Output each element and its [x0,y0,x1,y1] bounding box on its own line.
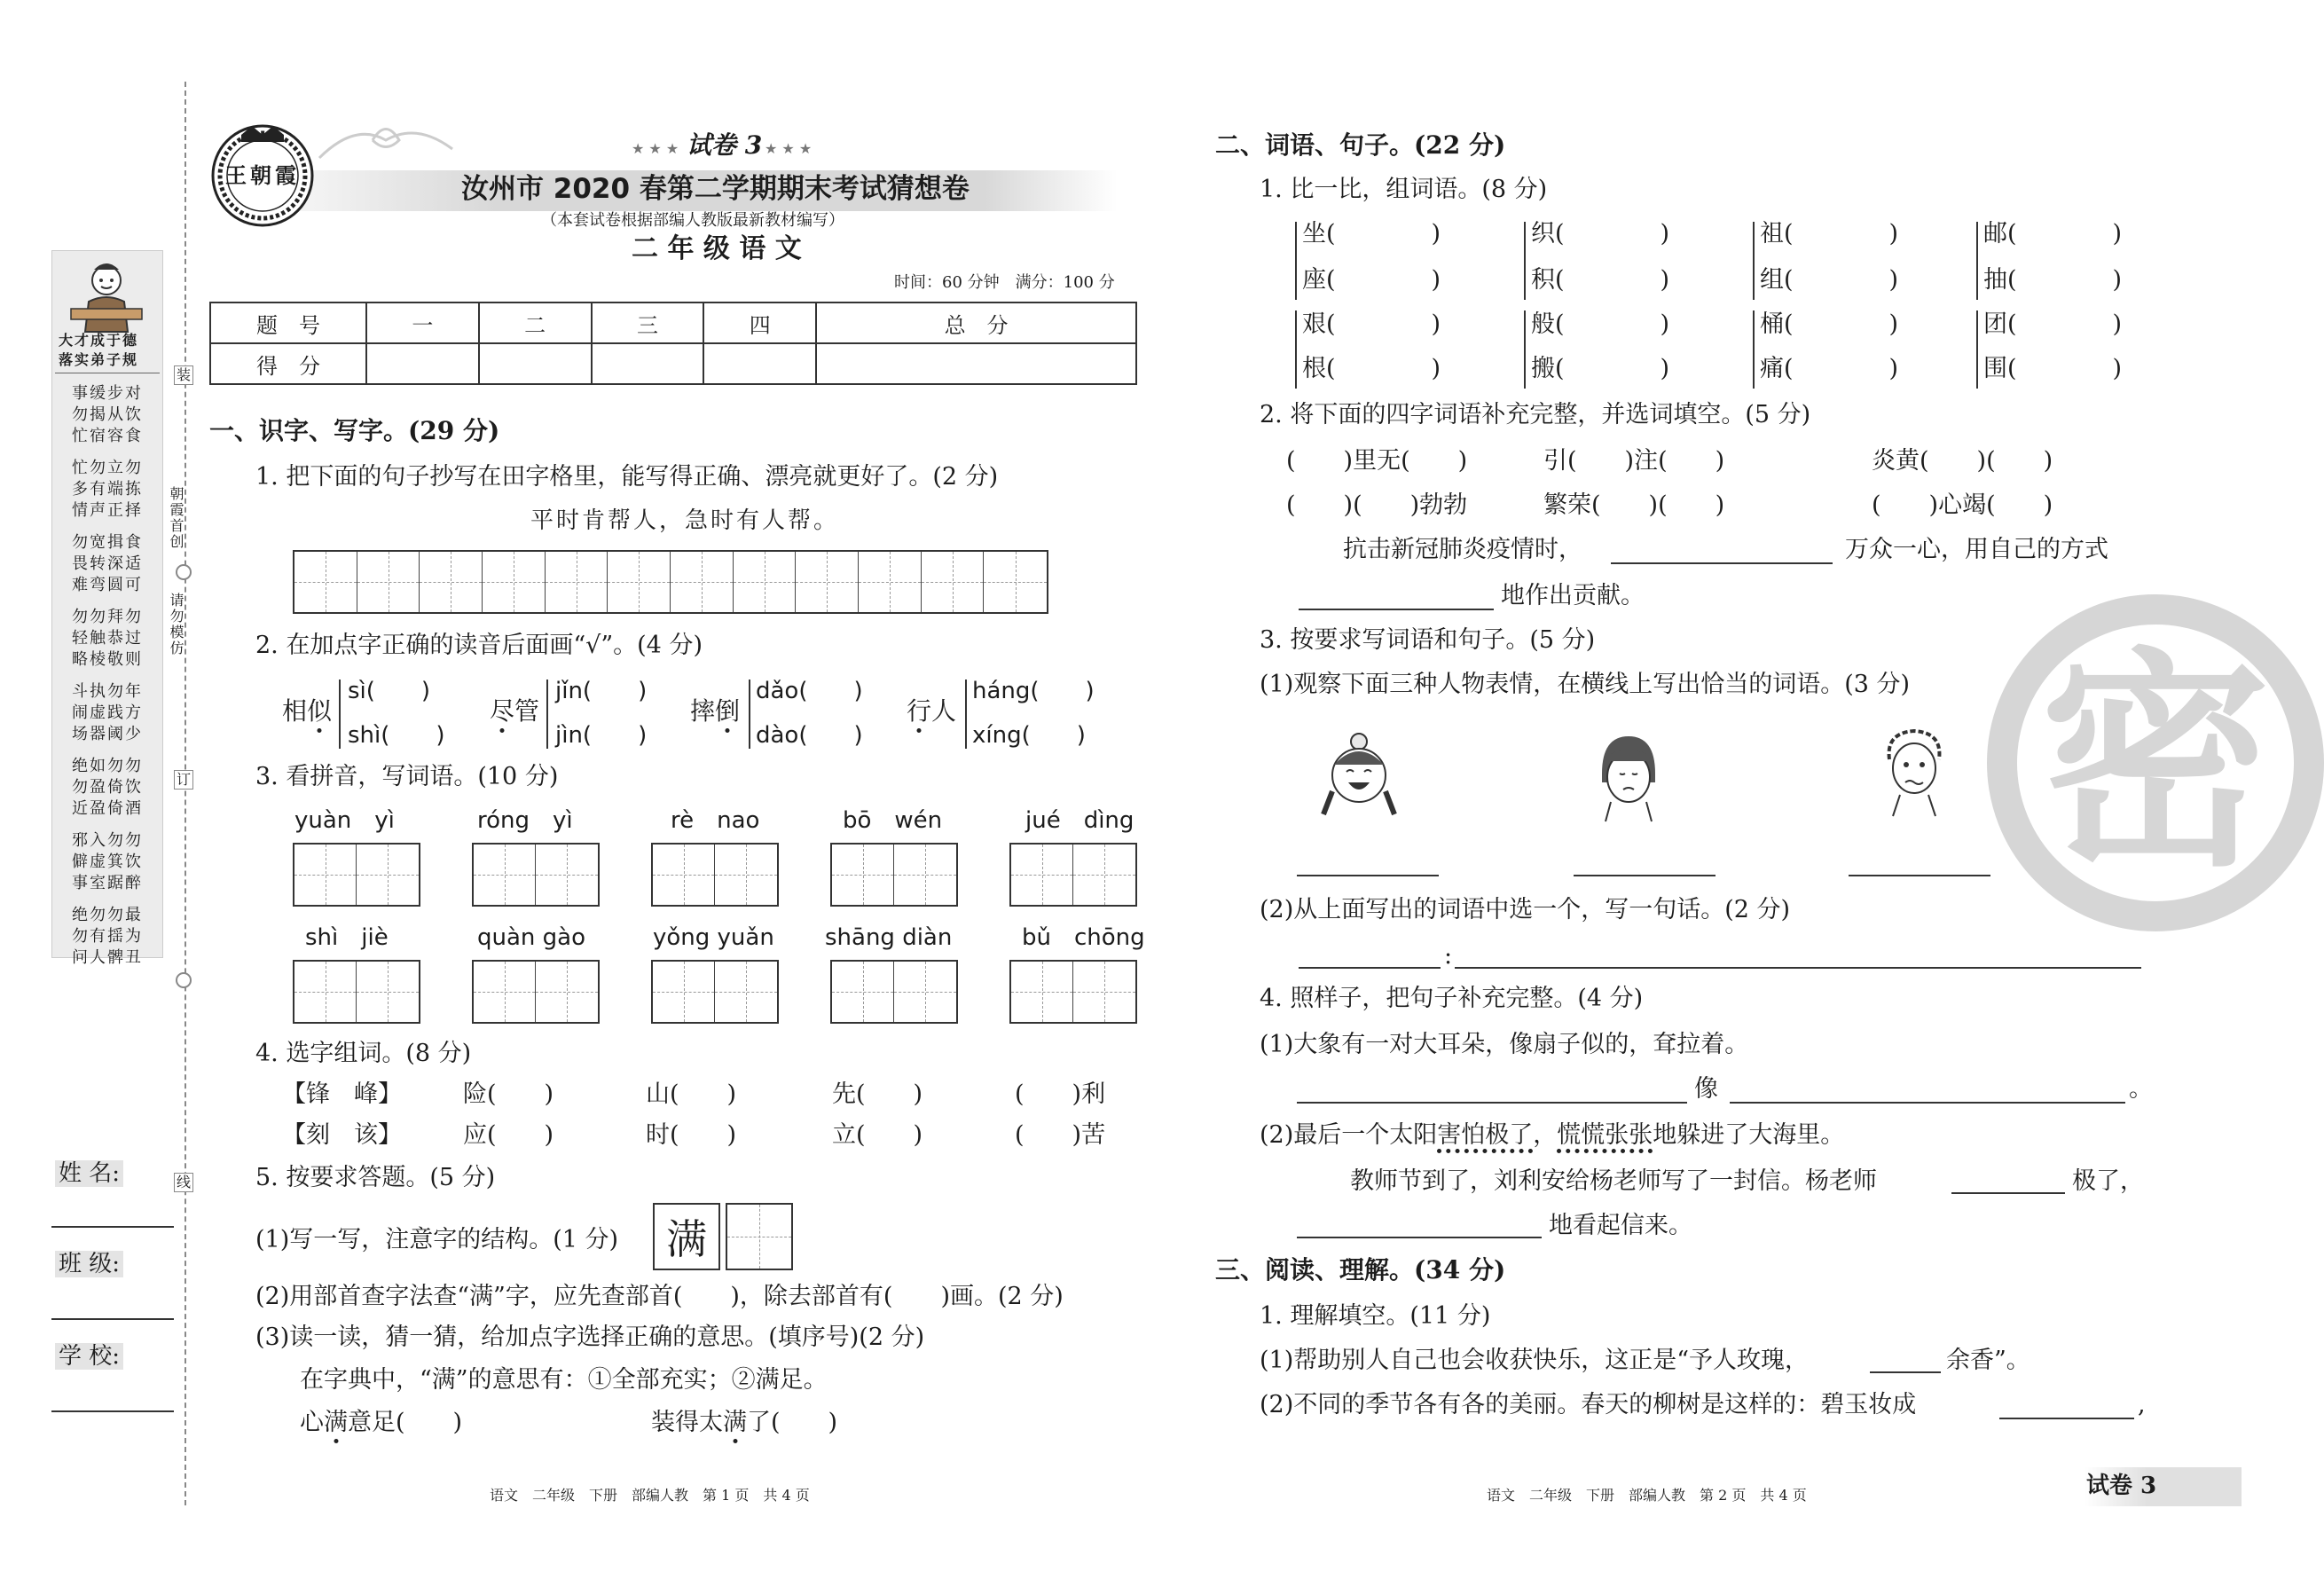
copy-char-grid[interactable] [726,1203,793,1270]
s1-q5-3: (3)读一读，猜一猜，给加点字选择正确的意思。(填序号)(2 分) [255,1324,925,1351]
motto-line: 勿有揺为 [72,927,143,946]
s3-q1-2: (2)不同的季节各有各的美丽。春天的柳树是这样的：碧玉妆成 [1260,1391,1917,1418]
motto-line: 轻触恭过 [72,629,143,648]
footer-right: 语文 二年级 下册 部编人教 第 2 页 共 4 页 [1487,1487,1807,1504]
compare-bracket [1976,310,1978,389]
logo-text: 王朝霞 [225,162,300,188]
score-table [209,302,1137,385]
choice-blank[interactable]: ( )利 [1015,1080,1106,1108]
s2-q4-sentence-c: 地看起信来。 [1549,1212,1692,1239]
reading-dotted-char: 似 [307,696,333,726]
sidebar-motto-block [55,383,160,969]
score-cell[interactable] [816,343,1136,384]
cut-mark-2: 订 [174,770,193,790]
dotted-phrase: 慌慌张张 [1557,1123,1653,1153]
motto-line: 勿勿拜勿 [72,608,143,626]
sidebar-slogan-2: 落实弟子规 [59,351,139,368]
fill-blank-line[interactable] [1299,609,1494,610]
motto-line: 近盈倚酒 [72,799,143,818]
compare-item[interactable]: 组( ) [1760,266,1899,294]
compare-item[interactable]: 团( ) [1983,310,2123,338]
ring-icon [176,564,192,580]
s1-q5-meaning: 在字典中，“满”的意思有：①全部充实；②满足。 [300,1366,828,1394]
score-row-label: 得 分 [210,343,366,384]
writing-grid[interactable] [293,960,420,1024]
pinyin-label: bǔ chōng [1022,924,1145,951]
compare-bracket [1524,310,1526,389]
section3-title: 三、阅读、理解。(34 分) [1215,1255,1506,1285]
writing-grid[interactable] [651,843,779,907]
reading-item-2 [490,680,667,749]
reading-option[interactable]: háng( ) [972,678,1095,704]
choice-blank[interactable]: 山( ) [646,1080,737,1108]
s1-q3: 3. 看拼音，写词语。(10 分) [255,763,559,790]
writing-grid[interactable] [1009,960,1137,1024]
motto-line: 僻虚箕饮 [72,852,143,871]
fill-blank-line[interactable] [1951,1192,2065,1194]
pinyin-label: jué dìng [1025,807,1135,834]
writing-grid[interactable] [651,960,779,1024]
motto-line: 情声正择 [72,501,143,520]
reading-option[interactable]: dào( ) [756,722,863,749]
choice-blank[interactable]: ( )苦 [1015,1121,1106,1149]
s2-q4: 4. 照样子，把句子补充完整。(4 分) [1260,985,1644,1012]
compare-item[interactable]: 围( ) [1983,355,2123,382]
vertical-note-2: 请勿模仿 [168,593,185,656]
choice-blank[interactable]: 时( ) [646,1121,737,1149]
choice-pair: 【刻 该】 [282,1121,402,1149]
pinyin-label: yuàn yì [294,807,395,834]
face-sad-icon [1593,729,1664,821]
reading-dotted-char: 行 [907,696,932,726]
watermark-char: 密 [2040,627,2271,898]
s2-q3-2: (2)从上面写出的词语中选一个，写一句话。(2 分) [1260,896,1791,923]
school-label: 学 校: [55,1343,123,1370]
pinyin-label: bō wén [843,807,943,834]
choice-blank[interactable]: 立( ) [832,1121,923,1149]
reading-char: 管 [514,696,540,726]
ring-icon [176,972,192,988]
motto-line: 斗执勿年 [72,682,143,701]
colon: : [1444,942,1453,970]
reading-option[interactable]: xíng( ) [972,722,1086,749]
model-char-box [653,1203,720,1270]
name-label: 姓 名: [55,1160,123,1187]
reading-item-4 [907,680,1119,749]
idiom-blank[interactable]: 引( )注( ) [1543,447,1725,475]
s2-q4-sentence-b: 极了， [2072,1167,2144,1195]
s1-q2: 2. 在加点字正确的读音后面画“√”。(4 分) [255,632,703,659]
cut-mark-3: 线 [174,1173,193,1192]
compare-item[interactable]: 痛( ) [1760,355,1899,382]
motto-line: 问人髀丑 [72,948,143,967]
compare-item[interactable]: 根( ) [1302,355,1441,382]
s2-q2-sentence-c: 地作出贡献。 [1501,582,1645,609]
copy-grid[interactable] [293,550,1048,614]
sentence-blank[interactable] [1730,1102,2125,1104]
reading-option[interactable]: shì( ) [348,722,445,749]
reading-char: 人 [931,696,957,726]
choice-blank[interactable]: 应( ) [463,1121,554,1149]
reading-item-3 [690,680,885,749]
score-header-1: 一 [366,302,479,343]
reading-option[interactable]: dǎo( ) [756,678,863,704]
compare-item[interactable]: 桶( ) [1760,310,1899,338]
idiom-blank[interactable]: ( )心竭( ) [1872,491,2053,519]
s1-q5-option-b: 装得太满了( ) [651,1409,838,1436]
idiom-blank[interactable]: ( )( )勃勃 [1286,491,1468,519]
s1-q5: 5. 按要求答题。(5 分) [255,1164,496,1191]
compare-bracket [1753,222,1755,300]
section1-title: 一、识字、写字。(29 分) [209,416,500,445]
section2-title: 二、词语、句子。(22 分) [1215,130,1506,160]
motto-line: 难弯圆可 [72,576,143,594]
score-header-label: 题 号 [210,302,366,343]
motto-line: 事缓步对 [72,384,143,403]
compare-item[interactable]: 邮( ) [1983,220,2123,247]
motto-line: 绝如勿勿 [72,757,143,775]
s1-q1-sentence: 平时肯帮人，急时有人帮。 [530,507,840,534]
ribbon-bow-icon [319,114,452,167]
s2-q2-sentence-a: 抗击新冠肺炎疫情时， [1343,536,1582,563]
pinyin-label: shāng diàn [825,924,953,951]
score-cell[interactable] [366,343,479,384]
writing-grid[interactable] [830,960,958,1024]
s2-q1: 1. 比一比，组词语。(8 分) [1260,176,1548,203]
choice-blank[interactable]: 险( ) [463,1080,554,1108]
motto-line: 略棱敬则 [72,650,143,669]
class-label: 班 级: [55,1251,123,1277]
compare-item[interactable]: 织( ) [1531,220,1670,247]
s2-q4-1: (1)大象有一对大耳朵，像扇子似的，耷拉着。 [1260,1031,1749,1058]
score-header-total: 总 分 [816,302,1136,343]
motto-line: 绝勿勿最 [72,906,143,924]
score-cell[interactable] [592,343,704,384]
compare-item[interactable]: 祖( ) [1760,220,1899,247]
badge-title: 试卷 3 [687,130,763,160]
s2-q2-sentence-b: 万众一心，用自己的方式 [1845,536,2108,563]
s2-q3: 3. 按要求写词语和句子。(5 分) [1260,626,1596,654]
motto-line: 多有端拣 [72,480,143,499]
expression-blank[interactable] [1849,875,1990,876]
s2-q4-2: (2)最后一个太阳害怕极了，慌慌张张地躲进了大海里。 [1260,1123,1844,1153]
pinyin-label: shì jiè [305,924,389,951]
writing-grid[interactable] [1009,843,1137,907]
stars-left-icon: ★ ★ ★ [632,140,679,157]
compare-item[interactable]: 抽( ) [1983,266,2123,294]
motto-line: 畏转深适 [72,554,143,573]
exam-title: 汝州市 2020 春第二学期期末考试猜想卷 [461,173,970,205]
s1-q4: 4. 选字组词。(8 分) [255,1040,472,1067]
score-header-2: 二 [479,302,592,343]
writing-grid[interactable] [293,843,420,907]
writing-grid[interactable] [830,843,958,907]
motto-line: 场器阈少 [72,725,143,743]
pinyin-label: quàn gào [477,924,586,951]
reading-char: 摔 [690,696,716,726]
s3-q1-2-end: , [2138,1391,2146,1418]
sentence-word-blank[interactable] [1299,967,1441,969]
school-field[interactable] [51,1410,174,1412]
reading-dotted-char: 倒 [715,696,741,726]
pinyin-label: rè nao [671,807,760,834]
s2-q3-1: (1)观察下面三种人物表情，在横线上写出恰当的词语。(3 分) [1260,671,1911,698]
compare-item[interactable]: 艰( ) [1302,310,1441,338]
compare-item[interactable]: 般( ) [1531,310,1670,338]
idiom-blank[interactable]: 繁荣( )( ) [1543,491,1725,519]
s1-q1: 1. 把下面的句子抄写在田字格里，能写得正确、漂亮就更好了。(2 分) [255,463,999,491]
dotted-phrase: 害怕极了 [1437,1123,1533,1153]
vertical-note-1: 朝霞首创 [168,486,185,550]
compare-bracket [1295,222,1297,300]
compare-bracket [1753,310,1755,389]
score-header-3: 三 [592,302,704,343]
compare-bracket [1976,222,1978,300]
reading-option[interactable]: jǐn( ) [555,678,648,704]
expression-blank[interactable] [1574,875,1716,876]
model-char: 满 [666,1215,707,1263]
sentence-end: 。 [2129,1075,2153,1103]
watermark-seal [1987,594,2324,931]
score-cell[interactable] [479,343,592,384]
face-laughing-icon [1316,729,1401,821]
idiom-blank[interactable]: ( )里无( ) [1286,447,1468,475]
motto-line: 勿盈倚饮 [72,778,143,797]
motto-line: 事室踞醉 [72,874,143,892]
cut-mark-1: 装 [174,365,193,385]
choice-blank[interactable]: 先( ) [832,1080,923,1108]
motto-line: 邪入勿勿 [72,831,143,850]
sidebar-slogan-1: 大才成于德 [59,332,139,349]
motto-line: 勿宽揖食 [72,533,143,552]
reading-item-1 [282,680,459,749]
name-field[interactable] [51,1226,174,1228]
reading-char: 相 [282,696,308,726]
reading-dotted-char: 尽 [490,696,515,726]
s2-q2: 2. 将下面的四字词语补充完整，并选词填空。(5 分) [1260,401,1811,428]
fill-blank-line[interactable] [1999,1418,2134,1419]
idiom-blank[interactable]: 炎黄( )( ) [1872,447,2053,475]
compare-bracket [1295,310,1297,389]
s1-q5-option-a: 心满意足( ) [300,1409,463,1436]
mascot-icon [64,257,149,332]
compare-bracket [1524,222,1526,300]
like-word: 像 [1694,1075,1718,1103]
writing-grid[interactable] [472,960,600,1024]
sentence-blank[interactable] [1455,967,2141,969]
expression-blank[interactable] [1297,875,1439,876]
class-field[interactable] [51,1318,174,1320]
motto-line: 忙勿立勿 [72,459,143,477]
compare-item[interactable]: 搬( ) [1531,355,1670,382]
s1-q5-1: (1)写一写，注意字的结构。(1 分) [255,1226,619,1253]
time-info: 时间：60 分钟 满分：100 分 [894,273,1115,292]
choice-pair: 【锋 峰】 [282,1080,402,1108]
exam-subtitle: （本套试卷根据部编人教版最新教材编写） [541,211,844,230]
reading-option[interactable]: jìn( ) [555,722,648,749]
binding-line [185,82,186,1505]
sentence-blank[interactable] [1297,1102,1687,1104]
compare-item[interactable]: 坐( ) [1302,220,1441,247]
s1-q5-2: (2)用部首查字法查“满”字，应先查部首( )，除去部首有( )画。(2 分) [255,1283,1064,1310]
motto-line: 闹虚践方 [72,703,143,722]
motto-line: 忙宿容食 [72,427,143,445]
score-header-4: 四 [703,302,816,343]
s3-q1: 1. 理解填空。(11 分) [1260,1302,1491,1330]
pinyin-label: róng yì [477,807,573,834]
compare-item[interactable]: 积( ) [1531,266,1670,294]
fill-blank-line[interactable] [1611,562,1833,564]
s3-q1-1-b: 余香”。 [1946,1347,2030,1374]
compare-item[interactable]: 座( ) [1302,266,1441,294]
footer-badge: 试卷 3 [2086,1473,2157,1499]
subject-title: 二 年 级 语 文 [632,233,802,264]
reading-option[interactable]: sì( ) [348,678,431,704]
writing-grid[interactable] [472,843,600,907]
face-worried-icon [1879,724,1950,816]
fill-blank-line[interactable] [1297,1237,1542,1238]
score-cell[interactable] [703,343,816,384]
pinyin-label: yǒng yuǎn [653,924,774,951]
footer-left: 语文 二年级 下册 部编人教 第 1 页 共 4 页 [490,1487,810,1504]
fill-blank-line[interactable] [1870,1371,1941,1373]
motto-line: 勿揭从饮 [72,405,143,424]
s2-q4-sentence-a: 教师节到了，刘利安给杨老师写了一封信。杨老师 [1350,1167,1877,1195]
stars-right-icon: ★ ★ ★ [765,140,813,157]
s3-q1-1-a: (1)帮助别人自己也会收获快乐，这正是“予人玫瑰， [1260,1347,1810,1374]
